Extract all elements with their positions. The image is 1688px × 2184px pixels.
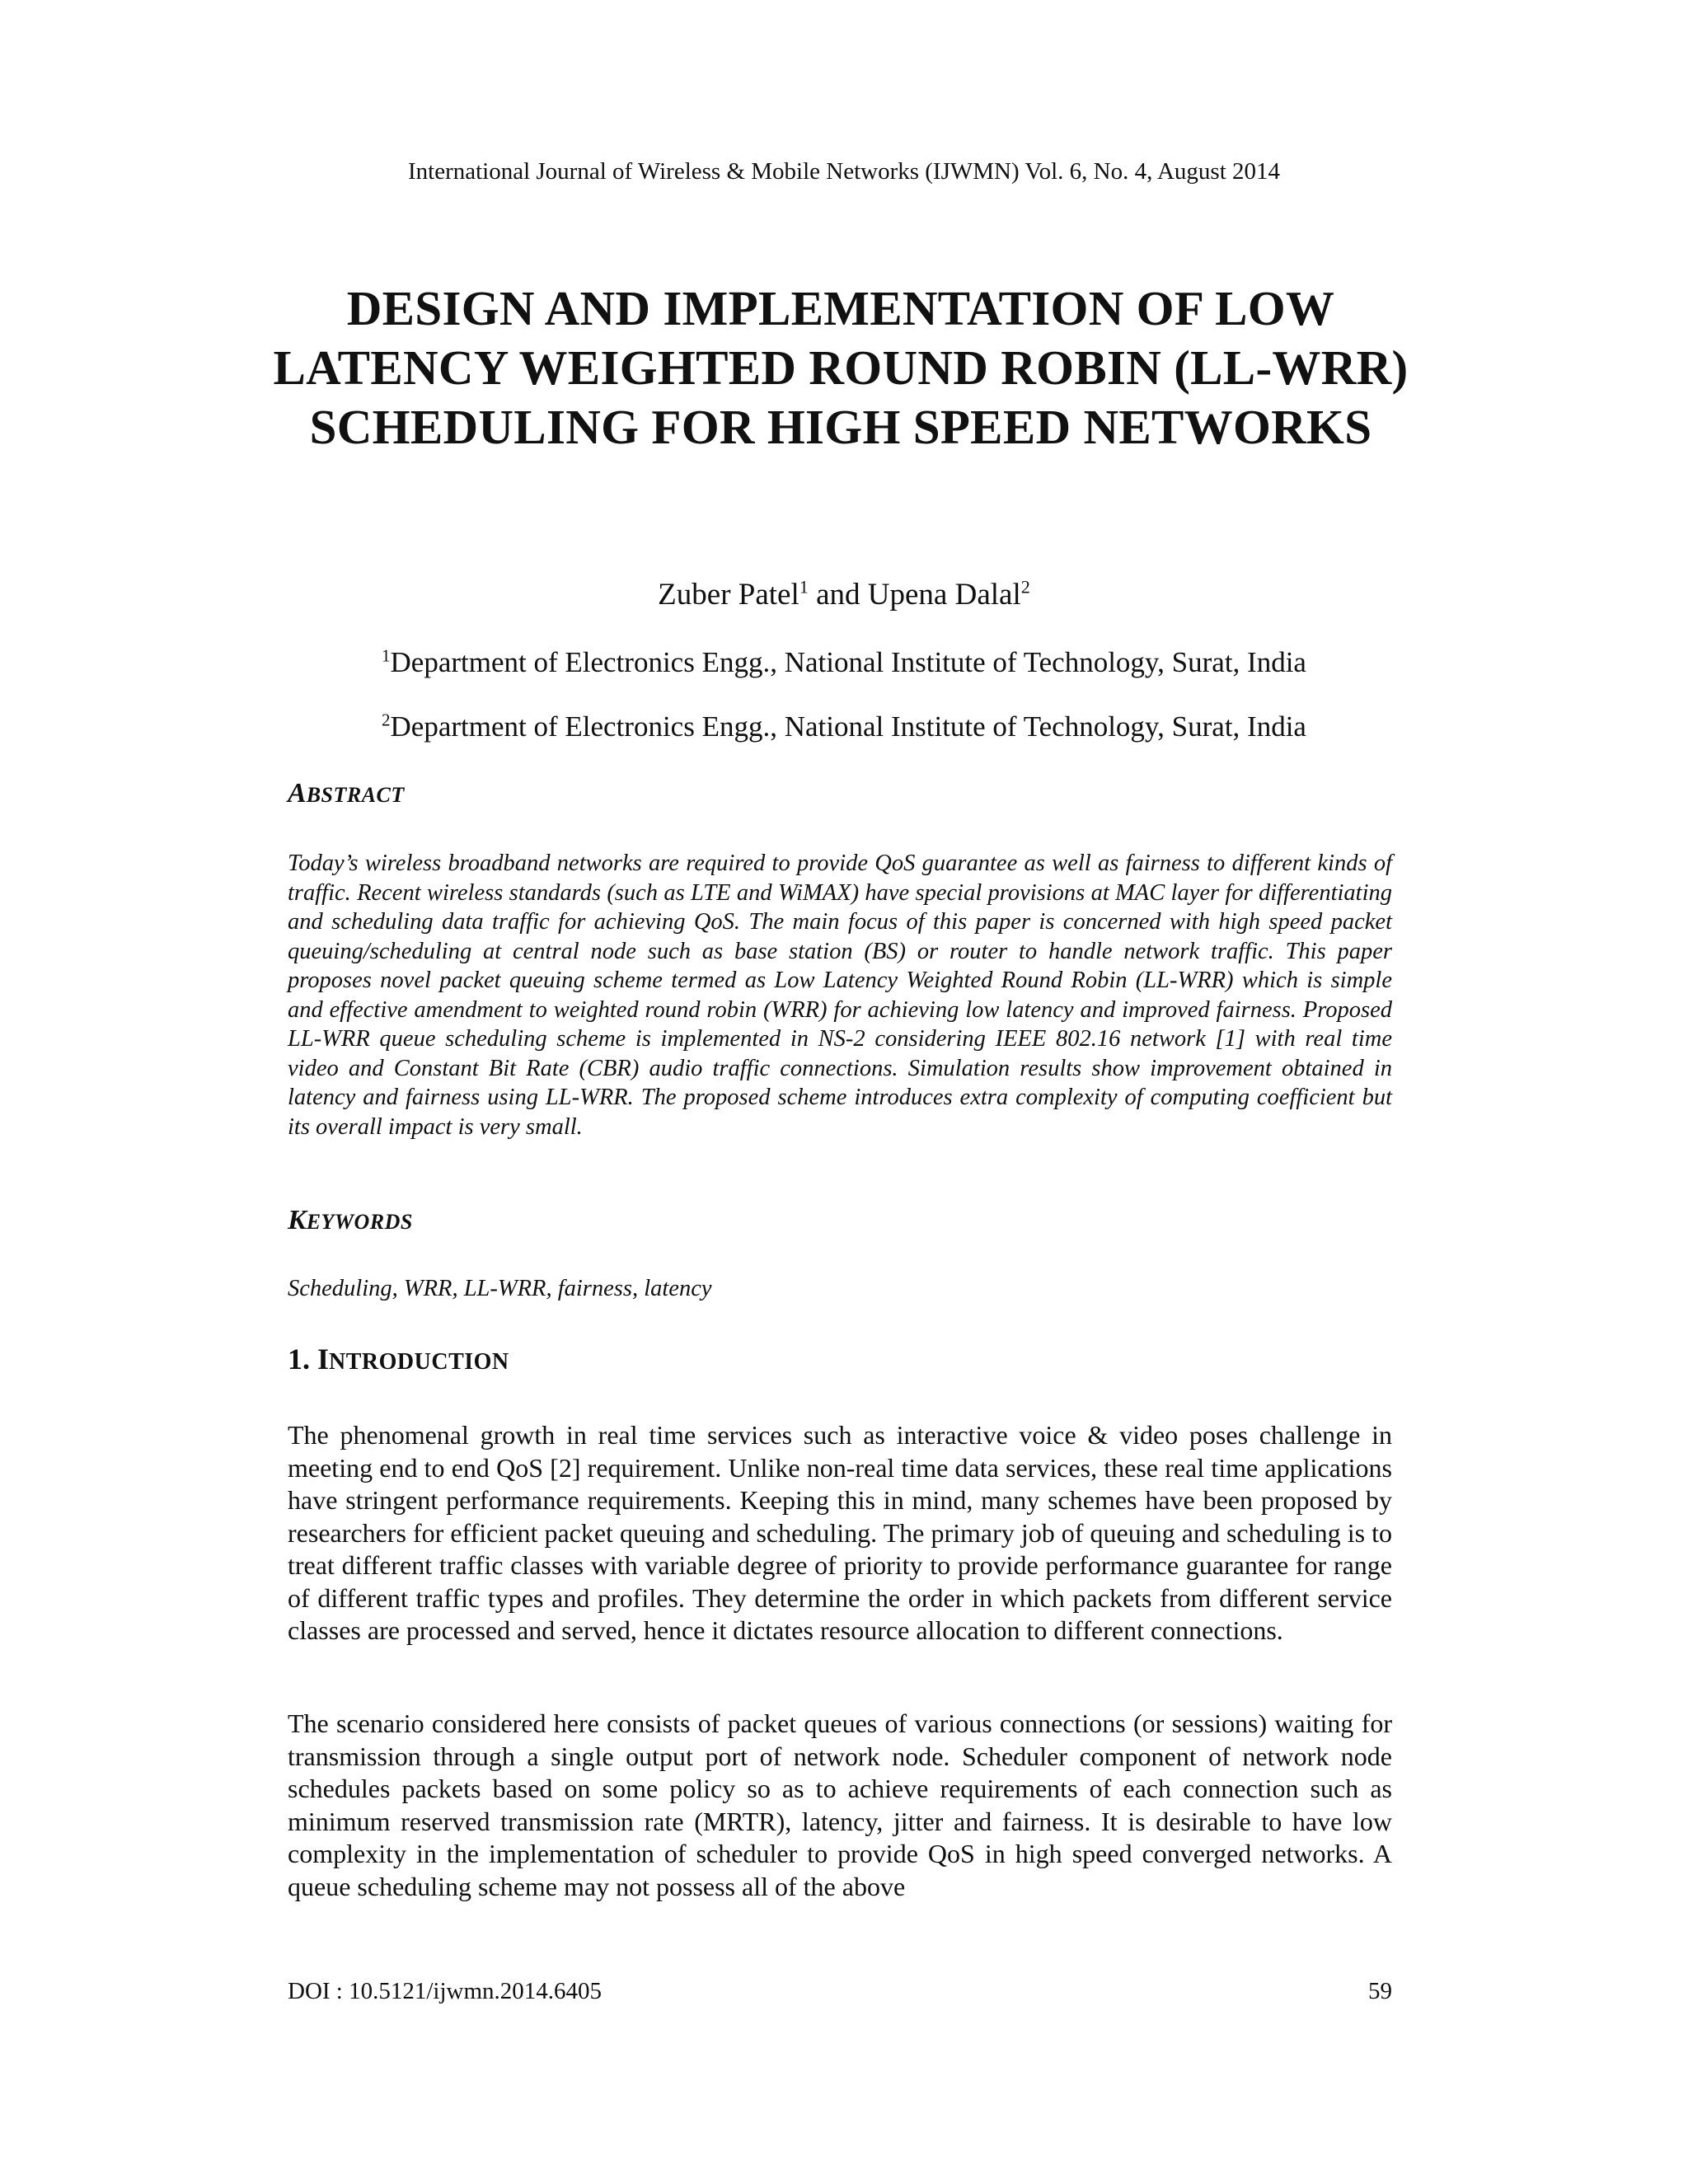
author-connector: and [808, 578, 868, 612]
author-name: Upena Dalal [867, 578, 1021, 612]
journal-header: International Journal of Wireless & Mobile Networks (IJWMN) Vol. 6, No. 4, August 2014 [407, 158, 1281, 185]
affiliation-text: Department of Electronics Engg., National Institute of Technology, Surat, India [390, 646, 1306, 678]
author-line [0, 577, 1688, 612]
introduction-heading [288, 1342, 509, 1376]
author-name: Zuber Patel [658, 578, 799, 612]
heading-rest: NTRODUCTION [329, 1349, 509, 1375]
affiliation [0, 646, 1688, 679]
keywords-heading [288, 1205, 413, 1236]
body-paragraph: The scenario considered here consists of packet queues of various connections (or sessions) waiting for transmission through a single output port of network node. Scheduler component of network node schedules packets based on some policy so as to achieve requirements of each connection such as minimum reserved transmission rate (MRTR), latency, jitter and fairness. It is desirable to have low complexity in the implementation of scheduler to provide QoS in high speed converged networks. A queue scheduling scheme may not possess all of the above [288, 1708, 1392, 1901]
affiliation-superscript: 1 [382, 645, 391, 666]
page-footer [288, 1978, 1392, 2005]
heading-initial: A [288, 778, 307, 808]
keywords-text: Scheduling, WRR, LL-WRR, fairness, latency [288, 1276, 712, 1301]
heading-number: 1. I [288, 1343, 330, 1376]
heading-rest: BSTRACT [306, 783, 405, 807]
paper-title: DESIGN AND IMPLEMENTATION OF LOW LATENCY WEIGHTED ROUND ROBIN (LL-WRR) SCHEDULING FOR HIGH SPEED NETWORKS [273, 281, 1409, 454]
body-paragraph: The phenomenal growth in real time services such as interactive voice & video poses challenge in meeting end to end QoS [2] requirement. Unlike non-real time data services, these real time applications have stringent performance requirements. Keeping this in mind, many schemes have been proposed by researchers for efficient packet queuing and scheduling. The primary job of queuing and scheduling is to treat different traffic classes with variable degree of priority to provide performance guarantee for range of different traffic types and profiles. They determine the order in which packets from different service classes are processed and served, hence it dictates resource allocation to different connections. [288, 1420, 1392, 1645]
abstract-heading [288, 778, 405, 809]
heading-initial: K [288, 1205, 307, 1235]
affiliation-text: Department of Electronics Engg., National Institute of Technology, Surat, India [390, 710, 1306, 743]
abstract-text: Today’s wireless broadband networks are required to provide QoS guarantee as well as fairness to different kinds of traffic. Recent wireless standards (such as LTE and WiMAX) have special provisions at MAC layer for differentiating and scheduling data traffic for achieving QoS. The main focus of this paper is concerned with high speed packet queuing/scheduling at central node such as base station (BS) or router to handle network traffic. This paper proposes novel packet queuing scheme termed as Low Latency Weighted Round Robin (LL-WRR) which is simple and effective amendment to weighted round robin (WRR) for achieving low latency and improved fairness. Proposed LL-WRR queue scheduling scheme is implemented in NS-2 considering IEEE 802.16 network [1] with real time video and Constant Bit Rate (CBR) audio traffic connections. Simulation results show improvement obtained in latency and fairness using LL-WRR. The proposed scheme introduces extra complexity of computing coefficient but its overall impact is very small. [288, 851, 1392, 1140]
author-superscript: 2 [1020, 576, 1030, 598]
affiliation [0, 710, 1688, 743]
affiliation-superscript: 2 [382, 710, 391, 730]
heading-rest: EYWORDS [306, 1210, 413, 1234]
author-superscript: 1 [799, 576, 809, 598]
page-number: 59 [1368, 1978, 1392, 2004]
doi-text: DOI : 10.5121/ijwmn.2014.6405 [288, 1978, 603, 2004]
